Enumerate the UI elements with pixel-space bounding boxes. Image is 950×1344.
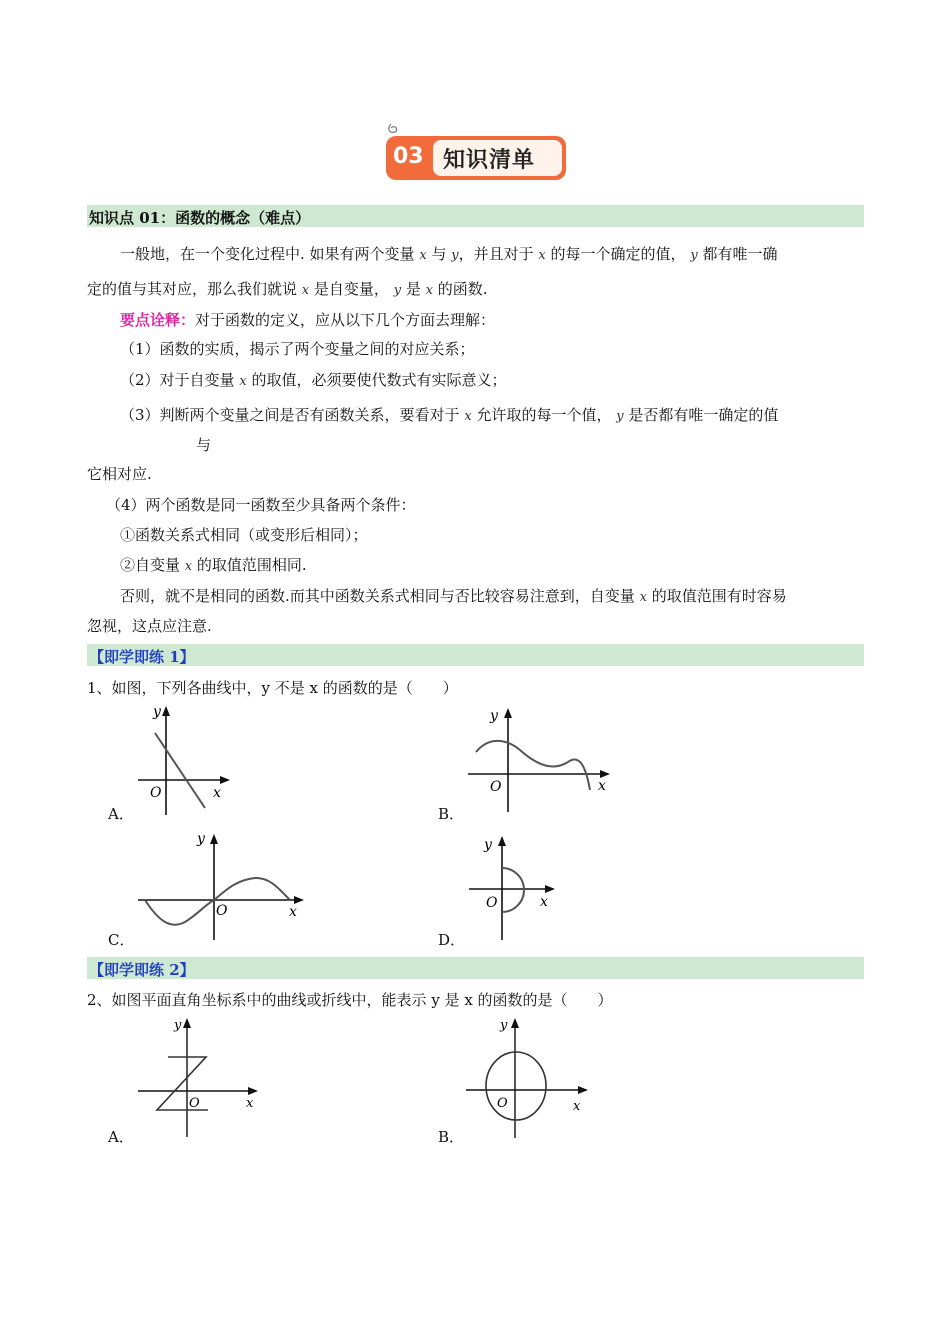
banner-title: 知识清单 bbox=[443, 148, 536, 173]
o-label: O bbox=[490, 779, 502, 795]
x-label: x bbox=[573, 1099, 581, 1114]
option-1c: C． bbox=[108, 931, 135, 949]
notes-intro: 要点诠释：对于函数的定义，应从以下几个方面去理解： bbox=[120, 311, 496, 329]
y-label: y bbox=[484, 837, 492, 853]
notes-label: 要点诠释： bbox=[120, 311, 196, 329]
practice1-question: 1、如图，下列各曲线中，y 不是 x 的函数的是（ ） bbox=[87, 679, 458, 697]
polyline bbox=[157, 1057, 208, 1110]
banner-number: 03 bbox=[393, 144, 424, 169]
condition-1: ①函数关系式相同（或变形后相同）； bbox=[120, 526, 368, 544]
practice2-bar bbox=[87, 957, 864, 979]
note-4: （4）两个函数是同一函数至少具备两个条件： bbox=[106, 496, 416, 514]
note-2: （2）对于自变量 x 的取值，必须要使代数式有实际意义； bbox=[120, 371, 507, 389]
figure-1b bbox=[468, 708, 608, 812]
practice1-heading: 【即学即练 1】 bbox=[89, 648, 195, 666]
condition-2: ②自变量 x 的取值范围相同. bbox=[120, 556, 307, 574]
figure-1c bbox=[138, 831, 302, 940]
note-1: （1）函数的实质，揭示了两个变量之间的对应关系； bbox=[120, 340, 475, 358]
practice2-heading: 【即学即练 2】 bbox=[89, 961, 195, 979]
figure-2b bbox=[466, 1018, 586, 1138]
practice2-question: 2、如图平面直角坐标系中的曲线或折线中，能表示 y 是 x 的函数的是（ ） bbox=[87, 991, 613, 1009]
remark-line2: 忽视，这点应注意. bbox=[87, 617, 212, 635]
circle bbox=[486, 1052, 546, 1120]
o-label: O bbox=[486, 895, 498, 911]
note-3: （3）判断两个变量之间是否有函数关系，要看对于 x 允许取的每一个值， y 是否都有唯一确定的值 bbox=[120, 406, 779, 424]
x-label: x bbox=[540, 894, 548, 910]
o-label: O bbox=[189, 1096, 200, 1111]
curve bbox=[155, 733, 205, 808]
figure-2a bbox=[138, 1018, 256, 1137]
option-1a: A． bbox=[108, 805, 134, 823]
o-label: O bbox=[216, 903, 228, 919]
para1-line1: 一般地，在一个变化过程中. 如果有两个变量 x 与 y，并且对于 x 的每一个确定的值， y 都有唯一确 bbox=[120, 245, 778, 263]
y-label: y bbox=[490, 708, 498, 724]
o-label: O bbox=[497, 1096, 508, 1111]
y-label: y bbox=[500, 1018, 508, 1033]
y-label: y bbox=[174, 1018, 182, 1033]
x-label: x bbox=[289, 904, 297, 920]
y-label: y bbox=[153, 704, 161, 720]
option-2b: B． bbox=[438, 1128, 465, 1146]
remark-line1: 否则，就不是相同的函数.而其中函数关系式相同与否比较容易注意到，自变量 x 的取值范围有时容易 bbox=[120, 587, 787, 605]
figure-1a bbox=[138, 704, 228, 815]
option-1b: B． bbox=[438, 805, 465, 823]
o-label: O bbox=[150, 785, 162, 801]
y-label: y bbox=[197, 831, 205, 847]
para1-line2: 定的值与其对应，那么我们就说 x 是自变量， y 是 x 的函数. bbox=[87, 280, 488, 298]
note-3-cont: 与 bbox=[196, 436, 212, 454]
note-3-end: 它相对应. bbox=[87, 465, 152, 483]
option-1d: D． bbox=[438, 931, 466, 949]
x-label: x bbox=[213, 785, 221, 801]
x-label: x bbox=[598, 778, 606, 794]
x-label: x bbox=[246, 1096, 254, 1111]
curve bbox=[502, 868, 524, 912]
option-2a: A． bbox=[108, 1128, 134, 1146]
section-heading: 知识点 01：函数的概念（难点） bbox=[89, 209, 311, 227]
figure-1d bbox=[469, 837, 553, 940]
